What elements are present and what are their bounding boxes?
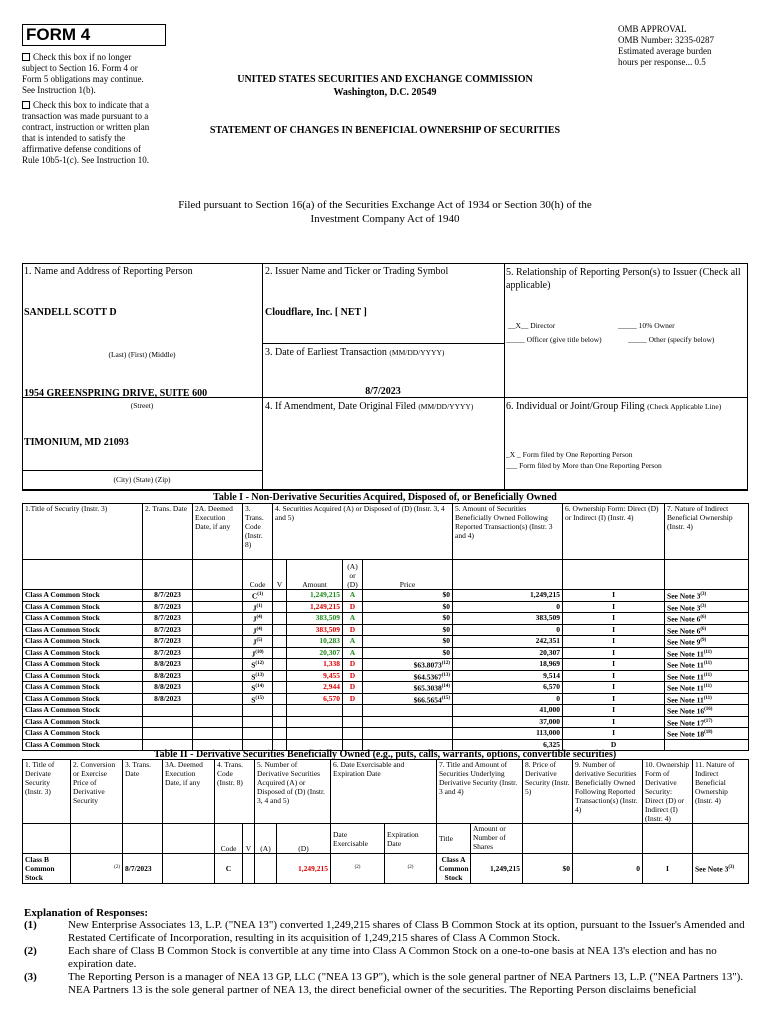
table1-title: Table I - Non-Derivative Securities Acquired, Disposed of, or Beneficially Owned xyxy=(213,492,557,503)
t1-form: I xyxy=(563,682,665,694)
t2-h-deemed: 3A. Deemed Execution Date, if any xyxy=(163,760,215,824)
rule-10b5-checkbox-text: Check this box to indicate that a transaction was made pursuant to a contract, instruction or written plan that is intended to satisfy the affirmative defense conditions of Rule 10b5-1(c). See Instruction 10. xyxy=(22,100,150,165)
t1-title: Class A Common Stock xyxy=(23,682,143,694)
t1-nature: See Note 11$^{(11)}$ xyxy=(665,659,749,671)
t2-row-price: $0 xyxy=(523,854,573,884)
explanation-list xyxy=(24,919,746,997)
t1-date: 8/7/2023 xyxy=(143,613,193,625)
t1-form: I xyxy=(563,624,665,636)
t1-v xyxy=(273,705,287,717)
t1-deemed xyxy=(193,601,243,613)
t1-price xyxy=(363,705,453,717)
t1-h-deemed: 2A. Deemed Execution Date, if any xyxy=(193,504,243,560)
t1-form: I xyxy=(563,613,665,625)
t1-sub-code: Code xyxy=(243,560,273,590)
t1-title: Class A Common Stock xyxy=(23,739,143,750)
explanation-text: Each share of Class B Common Stock is convertible at any time into Class A Common Stock on a one-to-one basis at NEA 13's election and has no expiration date. xyxy=(68,945,717,970)
t2-h-nature: 11. Nature of Indirect Beneficial Ownership (Instr. 4) xyxy=(693,760,749,824)
t1-owned: 0 xyxy=(453,601,563,613)
t1-sub-v: V xyxy=(273,560,287,590)
t1-title: Class A Common Stock xyxy=(23,636,143,648)
t1-code: $S^{(12)}$ xyxy=(243,659,273,671)
t1-code xyxy=(243,728,273,740)
t1-deemed xyxy=(193,613,243,625)
t2-row-title: Class B Common Stock xyxy=(23,854,71,884)
t1-owned: 113,000 xyxy=(453,728,563,740)
t1-form: D xyxy=(563,739,665,750)
t1-code: $C^{(1)}$ xyxy=(243,590,273,602)
t1-h-code: 3. Trans. Code (Instr. 8) xyxy=(243,504,273,560)
t2-row-owned: 0 xyxy=(573,854,643,884)
table1-row xyxy=(23,670,749,682)
t1-amount: 10,283 xyxy=(287,636,343,648)
t1-h-nature: 7. Nature of Indirect Beneficial Ownership (Instr. 4) xyxy=(665,504,749,560)
t1-v xyxy=(273,601,287,613)
t1-amount xyxy=(287,716,343,728)
t1-owned: 9,514 xyxy=(453,670,563,682)
t1-deemed xyxy=(193,705,243,717)
table1-row xyxy=(23,636,749,648)
t1-v xyxy=(273,716,287,728)
t1-deemed xyxy=(193,590,243,602)
name-parts-label: (Last) (First) (Middle) xyxy=(108,350,176,359)
t2-sub-title: Title xyxy=(437,824,471,854)
explanation-number: (2) xyxy=(24,945,37,957)
t2-h-code: 4. Trans. Code (Instr. 8) xyxy=(215,760,255,824)
t1-amount: 6,570 xyxy=(287,693,343,705)
table1-row xyxy=(23,716,749,728)
t1-amount xyxy=(287,728,343,740)
explanation-item xyxy=(24,945,746,971)
t1-aord: A xyxy=(343,647,363,659)
t1-aord: A xyxy=(343,613,363,625)
filing-one-person[interactable]: _X _ Form filed by One Reporting Person xyxy=(506,450,633,459)
t1-nature: See Note 18$^{(18)}$ xyxy=(665,728,749,740)
t1-nature: See Note 11$^{(11)}$ xyxy=(665,693,749,705)
t1-date: 8/8/2023 xyxy=(143,693,193,705)
t1-nature: See Note 17$^{(17)}$ xyxy=(665,716,749,728)
t1-date: 8/7/2023 xyxy=(143,590,193,602)
omb-approval: OMB APPROVAL OMB Number: 3235-0287 Estimated average burden hours per response... 0.5 xyxy=(618,24,714,67)
t2-row-under-amount: 1,249,215 xyxy=(471,854,523,884)
t1-nature: See Note 16$^{(16)}$ xyxy=(665,705,749,717)
t1-nature: See Note 9$^{(9)}$ xyxy=(665,636,749,648)
t1-aord: D xyxy=(343,682,363,694)
table1-body xyxy=(23,590,749,751)
t1-aord: D xyxy=(343,670,363,682)
t2-row-date: 8/7/2023 xyxy=(123,854,163,884)
t1-title: Class A Common Stock xyxy=(23,693,143,705)
t2-h-price: 8. Price of Derivative Security (Instr. 5) xyxy=(523,760,573,824)
t1-amount: 2,944 xyxy=(287,682,343,694)
t1-v xyxy=(273,636,287,648)
t1-aord: A xyxy=(343,636,363,648)
t1-deemed xyxy=(193,728,243,740)
t1-form: I xyxy=(563,601,665,613)
t2-sub-exercisable: Date Exercisable xyxy=(331,824,385,854)
issuer-label: 2. Issuer Name and Ticker or Trading Symbol xyxy=(265,266,449,277)
t1-owned: 18,969 xyxy=(453,659,563,671)
t1-amount xyxy=(287,705,343,717)
t1-owned: 6,570 xyxy=(453,682,563,694)
t1-date xyxy=(143,716,193,728)
filing-label: 6. Individual or Joint/Group Filing (Check Applicable Line) xyxy=(506,401,722,412)
t1-owned: 37,000 xyxy=(453,716,563,728)
t2-h-date: 3. Trans. Date xyxy=(123,760,163,824)
t1-date xyxy=(143,705,193,717)
relationship-label: 5. Relationship of Reporting Person(s) to Issuer (Check all applicable) xyxy=(506,267,741,291)
t1-nature: See Note 6$^{(6)}$ xyxy=(665,613,749,625)
t1-sub-amount: Amount xyxy=(287,560,343,590)
t1-price: $64.5367$^{(13)}$ xyxy=(363,670,453,682)
t1-owned: 383,509 xyxy=(453,613,563,625)
table2 xyxy=(22,759,749,884)
t1-price xyxy=(363,728,453,740)
t1-nature: See Note 3$^{(3)}$ xyxy=(665,590,749,602)
table1-row xyxy=(23,682,749,694)
t1-date: 8/8/2023 xyxy=(143,659,193,671)
t1-price: $0 xyxy=(363,647,453,659)
explanation-text: New Enterprise Associates 13, L.P. ("NEA 13") converted 1,249,215 shares of Class B Common Stock at its option, pursuant to the Issuer's Amended and Restated Certificate of Incorporation, resulting in its acquisition of 1,249,215 shares of Class A Common Stock. xyxy=(68,919,745,944)
t2-h-exercisable: 6. Date Exercisable and Expiration Date xyxy=(331,760,437,824)
t1-title: Class A Common Stock xyxy=(23,624,143,636)
t1-price: $63.8073$^{(12)}$ xyxy=(363,659,453,671)
t1-price: $0 xyxy=(363,590,453,602)
t1-code: $J^{(10)}$ xyxy=(243,647,273,659)
t1-aord xyxy=(343,728,363,740)
t1-form: I xyxy=(563,705,665,717)
t1-price: $0 xyxy=(363,624,453,636)
t1-title: Class A Common Stock xyxy=(23,659,143,671)
t1-v xyxy=(273,693,287,705)
t1-sub-price: Price xyxy=(363,560,453,590)
t1-deemed xyxy=(193,659,243,671)
t2-h-form: 10. Ownership Form of Derivative Security: Direct (D) or Indirect (I) (Instr. 4) xyxy=(643,760,693,824)
t1-aord: D xyxy=(343,693,363,705)
t1-aord: A xyxy=(343,590,363,602)
table1 xyxy=(22,503,749,751)
table1-row xyxy=(23,624,749,636)
t1-form: I xyxy=(563,693,665,705)
no-longer-subject-checkbox[interactable] xyxy=(22,53,30,61)
explanation-item xyxy=(24,919,746,945)
t1-deemed xyxy=(193,647,243,659)
t1-title: Class A Common Stock xyxy=(23,728,143,740)
t1-nature: See Note 11$^{(11)}$ xyxy=(665,682,749,694)
t1-owned: 1,249,215 xyxy=(453,590,563,602)
filing-multiple-persons[interactable]: ___ Form filed by More than One Reporting Person xyxy=(506,461,662,470)
t1-v xyxy=(273,728,287,740)
t1-code: $J^{(5)}$ xyxy=(243,636,273,648)
t1-amount: 1,249,215 xyxy=(287,590,343,602)
t1-aord xyxy=(343,716,363,728)
t1-code xyxy=(243,705,273,717)
t1-owned: 20,307 xyxy=(453,647,563,659)
reporting-person-name: SANDELL SCOTT D xyxy=(24,307,117,318)
director-option[interactable]: __X__ Director xyxy=(508,321,556,330)
t2-h-owned: 9. Number of derivative Securities Beneficially Owned Following Reported Transaction(s) (Instr. 4) xyxy=(573,760,643,824)
earliest-transaction-label: 3. Date of Earliest Transaction (MM/DD/YYYY) xyxy=(265,347,445,358)
t1-nature: See Note 11$^{(11)}$ xyxy=(665,670,749,682)
t1-v xyxy=(273,624,287,636)
t1-code: $J^{(4)}$ xyxy=(243,624,273,636)
t1-form: I xyxy=(563,647,665,659)
t1-owned: 41,000 xyxy=(453,705,563,717)
table1-row xyxy=(23,601,749,613)
form-title: FORM 4 xyxy=(26,25,91,44)
t2-row-conversion: (2) xyxy=(71,854,123,884)
t1-amount: 383,509 xyxy=(287,624,343,636)
t2-h-underlying: 7. Title and Amount of Securities Underlying Derivative Security (Instr. 3 and 4) xyxy=(437,760,523,824)
table2-title: Table II - Derivative Securities Beneficially Owned (e.g., puts, calls, warrants, options, convertible securities) xyxy=(153,749,617,760)
reporting-street: 1954 GREENSPRING DRIVE, SUITE 600 xyxy=(24,388,208,399)
t1-title: Class A Common Stock xyxy=(23,705,143,717)
t1-deemed xyxy=(193,682,243,694)
t1-form: I xyxy=(563,670,665,682)
t2-sub-v: V xyxy=(243,824,255,854)
t1-date: 8/7/2023 xyxy=(143,647,193,659)
t1-title: Class A Common Stock xyxy=(23,613,143,625)
statement-title: STATEMENT OF CHANGES IN BENEFICIAL OWNERSHIP OF SECURITIES xyxy=(209,125,561,136)
table1-row xyxy=(23,659,749,671)
explanation-heading: Explanation of Responses: xyxy=(24,907,149,919)
t1-form: I xyxy=(563,636,665,648)
t1-title: Class A Common Stock xyxy=(23,601,143,613)
city-label: (City) (State) (Zip) xyxy=(113,475,171,484)
street-label: (Street) xyxy=(130,401,154,410)
t1-deemed xyxy=(193,716,243,728)
table1-row xyxy=(23,590,749,602)
t2-sub-code: Code xyxy=(215,824,243,854)
t1-form: I xyxy=(563,716,665,728)
explanation-number: (3) xyxy=(24,971,37,983)
t2-row-form: I xyxy=(643,854,693,884)
t1-code: $S^{(14)}$ xyxy=(243,682,273,694)
t1-h-securities: 4. Securities Acquired (A) or Disposed of (D) (Instr. 3, 4 and 5) xyxy=(273,504,453,560)
t2-row-exercisable: (2) xyxy=(331,854,385,884)
explanation-text: The Reporting Person is a manager of NEA 13 GP, LLC ("NEA 13 GP"), which is the sole general partner of NEA Partners 13, L.P. ("NEA Partners 13"). NEA Partners 13 is the sole general partner of NEA 13, the direct beneficial owner of the securities. The Reporting Person disclaims beneficial xyxy=(68,971,744,996)
t1-amount: 9,455 xyxy=(287,670,343,682)
t1-code: $S^{(13)}$ xyxy=(243,670,273,682)
t2-row-nature: See Note 3$^{(3)}$ xyxy=(693,854,749,884)
rule-10b5-checkbox[interactable] xyxy=(22,101,30,109)
t1-date: 8/8/2023 xyxy=(143,670,193,682)
sec-city: Washington, D.C. 20549 xyxy=(333,87,437,98)
t1-price: $65.3038$^{(14)}$ xyxy=(363,682,453,694)
t1-deemed xyxy=(193,670,243,682)
t1-amount: 1,338 xyxy=(287,659,343,671)
t1-price: $66.5654$^{(15)}$ xyxy=(363,693,453,705)
t2-h-conversion: 2. Conversion or Exercise Price of Derivative Security xyxy=(71,760,123,824)
t1-date xyxy=(143,728,193,740)
reporting-section xyxy=(22,263,748,490)
t1-form: I xyxy=(563,590,665,602)
amendment-label: 4. If Amendment, Date Original Filed (MM/DD/YYYY) xyxy=(265,401,474,412)
table1-row xyxy=(23,728,749,740)
t1-deemed xyxy=(193,636,243,648)
t1-price: $0 xyxy=(363,613,453,625)
t1-v xyxy=(273,613,287,625)
t1-title: Class A Common Stock xyxy=(23,716,143,728)
t1-code xyxy=(243,716,273,728)
other-option[interactable]: _____ Other (specify below) xyxy=(628,335,715,344)
table1-row xyxy=(23,613,749,625)
t2-h-title: 1. Title of Derivate Security (Instr. 3) xyxy=(23,760,71,824)
t1-amount: 383,509 xyxy=(287,613,343,625)
ten-percent-owner-option[interactable]: _____ 10% Owner xyxy=(618,321,675,330)
explanation-number: (1) xyxy=(24,919,37,931)
t1-title: Class A Common Stock xyxy=(23,647,143,659)
t1-v xyxy=(273,659,287,671)
t1-nature: See Note 11$^{(11)}$ xyxy=(665,647,749,659)
t2-row-disposed: 1,249,215 xyxy=(277,854,331,884)
table1-row xyxy=(23,693,749,705)
t1-price: $0 xyxy=(363,601,453,613)
t2-sub-d: (D) xyxy=(277,824,331,854)
t1-date: 8/7/2023 xyxy=(143,624,193,636)
t1-title: Class A Common Stock xyxy=(23,590,143,602)
t1-v xyxy=(273,590,287,602)
t1-aord: D xyxy=(343,659,363,671)
t1-aord: D xyxy=(343,624,363,636)
t1-aord xyxy=(343,705,363,717)
t1-h-title: 1.Title of Security (Instr. 3) xyxy=(23,504,143,560)
t2-sub-amount: Amount or Number of Shares xyxy=(471,824,523,854)
t1-owned: 6,325 xyxy=(453,739,563,750)
t1-date: 8/7/2023 xyxy=(143,636,193,648)
t2-row-expiration: (2) xyxy=(385,854,437,884)
t1-h-date: 2. Trans. Date xyxy=(143,504,193,560)
t1-deemed xyxy=(193,693,243,705)
t1-v xyxy=(273,647,287,659)
t1-form: I xyxy=(563,659,665,671)
t1-title: Class A Common Stock xyxy=(23,670,143,682)
t1-owned: 242,351 xyxy=(453,636,563,648)
t1-code: $J^{(4)}$ xyxy=(243,613,273,625)
t1-amount: 20,307 xyxy=(287,647,343,659)
t2-row-under-title: Class A Common Stock xyxy=(437,854,471,884)
t1-aord: D xyxy=(343,601,363,613)
t1-price xyxy=(363,716,453,728)
t1-date: 8/7/2023 xyxy=(143,601,193,613)
officer-option[interactable]: _____ Officer (give title below) xyxy=(506,335,602,344)
t1-nature: See Note 6$^{(6)}$ xyxy=(665,624,749,636)
t1-v xyxy=(273,670,287,682)
t2-h-number: 5. Number of Derivative Securities Acquired (A) or Disposed of (D) (Instr. 3, 4 and 5) xyxy=(255,760,331,824)
t1-price: $0 xyxy=(363,636,453,648)
t1-owned: 0 xyxy=(453,624,563,636)
earliest-transaction-date: 8/7/2023 xyxy=(365,386,401,397)
no-longer-subject-checkbox-text: Check this box if no longer subject to Section 16. Form 4 or Form 5 obligations may continue. See Instruction 1(b). xyxy=(22,52,144,95)
issuer-name: Cloudflare, Inc. [ NET ] xyxy=(265,307,367,318)
table2-row xyxy=(23,854,749,884)
t1-form: I xyxy=(563,728,665,740)
t1-h-ownership-form: 6. Ownership Form: Direct (D) or Indirect (I) (Instr. 4) xyxy=(563,504,665,560)
t1-v xyxy=(273,682,287,694)
t2-row-code: C xyxy=(215,854,243,884)
sec-name: UNITED STATES SECURITIES AND EXCHANGE COMMISSION xyxy=(237,74,533,85)
reporting-city: TIMONIUM, MD 21093 xyxy=(24,437,129,448)
t1-code: $S^{(15)}$ xyxy=(243,693,273,705)
table1-row xyxy=(23,705,749,717)
t1-deemed xyxy=(193,624,243,636)
t1-code: $J^{(1)}$ xyxy=(243,601,273,613)
t1-owned: 0 xyxy=(453,693,563,705)
t1-amount: 1,249,215 xyxy=(287,601,343,613)
filed-pursuant: Filed pursuant to Section 16(a) of the Securities Exchange Act of 1934 or Section 30(h) of the Investment Company Act of 1940 xyxy=(178,199,592,225)
table1-row xyxy=(23,647,749,659)
explanation-item xyxy=(24,971,746,997)
t1-date: 8/8/2023 xyxy=(143,682,193,694)
t1-sub-aord: (A) or (D) xyxy=(343,560,363,590)
t1-nature: See Note 3$^{(3)}$ xyxy=(665,601,749,613)
reporting-person-label: 1. Name and Address of Reporting Person xyxy=(24,266,193,277)
t2-sub-expiration: Expiration Date xyxy=(385,824,437,854)
t2-sub-a: (A) xyxy=(255,824,277,854)
t1-h-amount-owned: 5. Amount of Securities Beneficially Owned Following Reported Transaction(s) (Instr. 3 and 4) xyxy=(453,504,563,560)
